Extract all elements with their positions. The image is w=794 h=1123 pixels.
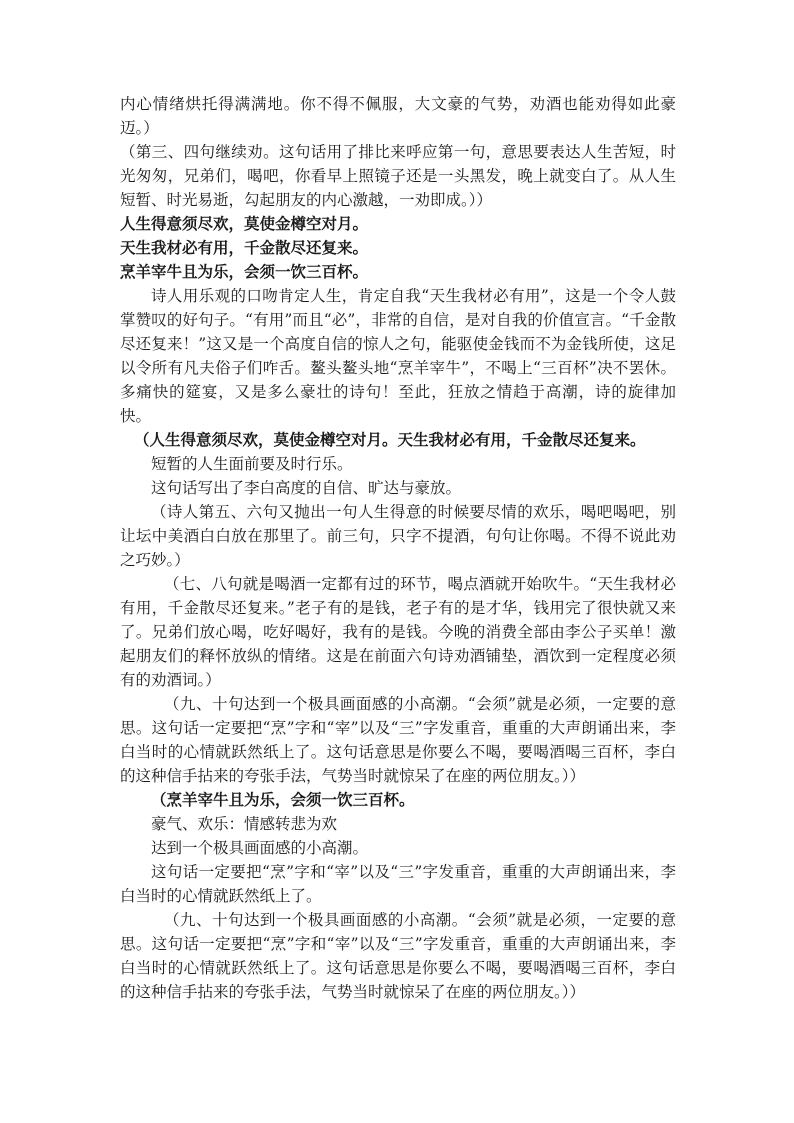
paragraph-intro-end: 内心情绪烘托得满满地。你不得不佩服，大文豪的气势，劝酒也能劝得如此豪迈。） (120, 95, 676, 137)
paragraph-short-life: 短暂的人生面前要及时行乐。 (151, 455, 353, 473)
paragraph-lines-9-10-repeat: （九、十句达到一个极具画面感的小高潮。“会须”就是必须，一定要的意思。这句话一定要把“烹”字和“宰”以及“三”字发重音，重重的大声朗诵出来，李白当时的心情就跃然纸上了。这句话意思是你要么不喝，要喝酒喝三百杯，李白的这种信手拈来的夸张手法，气势当时就惊呆了在座的两位朋友。）） (120, 911, 676, 1001)
poem-quote-1: （人生得意须尽欢，莫使金樽空对月。天生我材必有用，千金散尽还复来。 (134, 431, 646, 449)
paragraph-climax: 达到一个极具画面感的小高潮。 (151, 839, 369, 857)
poem-quote-2: （烹羊宰牛且为乐，会须一饮三百杯。 (151, 791, 415, 809)
poem-line-3: 烹羊宰牛且为乐，会须一饮三百杯。 (120, 263, 369, 281)
paragraph-analysis: 诗人用乐观的口吻肯定人生，肯定自我“天生我材必有用”，这是一个令人鼓掌赞叹的好句子。“有用”而且“必”，非常的自信，是对自我的价值宣言。“千金散尽还复来！”这又是一个高度自信的惊人之句，能驱使金钱而不为金钱所使，这足以令所有凡夫俗子们咋舌。鳌头鳌头地“烹羊宰牛”，不喝上“三百杯”决不罢休。多痛快的筵宴，又是多么豪壮的诗句！至此，狂放之情趋于高潮，诗的旋律加快。 (120, 287, 676, 425)
document-page (120, 92, 676, 1004)
paragraph-lines-9-10-note: （九、十句达到一个极具画面感的小高潮。“会须”就是必须，一定要的意思。这句话一定要把“烹”字和“宰”以及“三”字发重音，重重的大声朗诵出来，李白当时的心情就跃然纸上了。这句话意思是你要么不喝，要喝酒喝三百杯，李白的这种信手拈来的夸张手法，气势当时就惊呆了在座的两位朋友。）） (120, 695, 676, 785)
poem-line-2: 天生我材必有用，千金散尽还复来。 (120, 239, 369, 257)
paragraph-reading-tip: 这句话一定要把“烹”字和“宰”以及“三”字发重音，重重的大声朗诵出来，李白当时的心情就跃然纸上了。 (120, 863, 676, 905)
poem-line-1: 人生得意须尽欢，莫使金樽空对月。 (120, 215, 369, 233)
paragraph-emotion: 豪气、欢乐：情感转悲为欢 (151, 815, 338, 833)
paragraph-lines-3-4-note: （第三、四句继续劝。这句话用了排比来呼应第一句，意思要表达人生苦短，时光匆匆，兄弟们，喝吧，你看早上照镜子还是一头黑发，晚上就变白了。从人生短暂、时光易逝，勾起朋友的内心激越，一劝即成。）） (120, 143, 676, 209)
paragraph-lines-7-8-note: （七、八句就是喝酒一定都有过的环节，喝点酒就开始吹牛。“天生我材必有用，千金散尽还复来。”老子有的是钱，老子有的是才华，钱用完了很快就又来了。兄弟们放心喝，吃好喝好，我有的是钱。今晚的消费全部由李公子买单！激起朋友们的释怀放纵的情绪。这是在前面六句诗劝酒铺垫，酒饮到一定程度必须有的劝酒词。） (120, 575, 676, 689)
paragraph-confidence: 这句话写出了李白高度的自信、旷达与豪放。 (151, 479, 462, 497)
paragraph-lines-5-6-note: （诗人第五、六句又抛出一句人生得意的时候要尽情的欢乐，喝吧喝吧，别让坛中美酒白白放在那里了。前三句，只字不提酒，句句让你喝。不得不说此劝之巧妙。） (120, 503, 676, 569)
